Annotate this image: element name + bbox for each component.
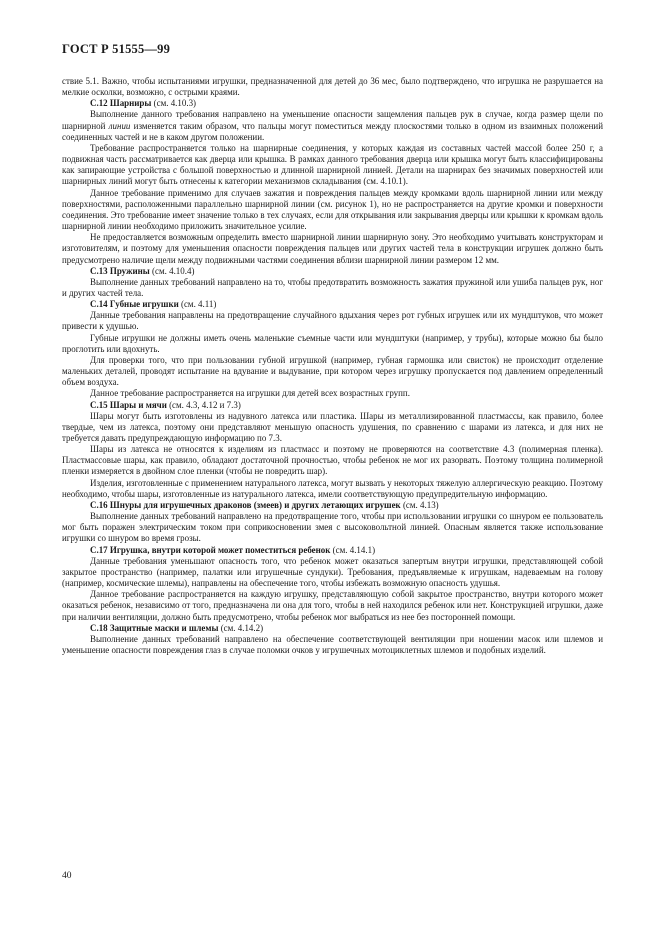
paragraph: Для проверки того, что при пользовании губной игрушкой (например, губная гармошка или свисток) не происходит отделение маленьких деталей, проводят испытание на вдувание и выдувание, при котором через игрушку пропускается под давлением определенный объем воздуха. xyxy=(62,354,603,388)
section-number: С.15 xyxy=(90,399,108,410)
section-ref: (см. 4.14.1) xyxy=(332,544,376,555)
section-number: С.17 xyxy=(90,544,108,555)
body-text xyxy=(62,76,603,656)
section-heading xyxy=(62,623,603,634)
section-number: С.18 xyxy=(90,622,108,633)
section-heading xyxy=(62,266,603,277)
section-ref: (см. 4.3, 4.12 и 7.3) xyxy=(169,399,241,410)
section-title: Защитные маски и шлемы xyxy=(109,622,219,633)
section-heading xyxy=(62,400,603,411)
italic-term: линии xyxy=(108,120,131,131)
section-number: С.14 xyxy=(90,299,108,310)
section-ref: (см. 4.13) xyxy=(402,499,439,510)
section-heading xyxy=(62,500,603,511)
section-heading xyxy=(62,98,603,109)
paragraph-text: Выполнение данного требования направлено на уменьшение опасности защемления пальцев рук в случае, когда размер щели по шарнирной xyxy=(62,109,603,131)
paragraph: Данные требования направлены на предотвращение случайного вдыхания через рот губных игрушек или их мундштуков, что может привести к удушью. xyxy=(62,310,603,332)
page-number: 40 xyxy=(62,871,72,881)
paragraph: Данные требования уменьшают опасность того, что ребенок может оказаться запертым внутри игрушки, представляющей собой закрытое пространство (например, палатки или игрушечные сундуки). Требования, предъявляемые к игрушкам, надеваемым на голову (например, космические шлемы), направлены на обеспечение того, чтобы избежать возможную опасность удушья. xyxy=(62,555,603,589)
paragraph xyxy=(62,109,603,142)
section-ref: (см. 4.11) xyxy=(180,299,217,310)
paragraph: Выполнение данных требований направлено на то, чтобы предотвратить возможность зажатия пружиной или ушиба пальцев рук, ног и других частей тела. xyxy=(62,276,603,298)
section-ref: (см. 4.14.2) xyxy=(220,622,264,633)
section-heading xyxy=(62,299,603,310)
paragraph-text: изменяется таким образом, что пальцы могут поместиться между плоскостями только в одном из взаимных положений соединенных частей и не в каком другом положении. xyxy=(62,120,603,142)
section-title: Шары и мячи xyxy=(109,399,167,410)
section-number: С.13 xyxy=(90,265,108,276)
paragraph: Выполнение данных требований направлено на предотвращение того, чтобы при использовании игрушки со шнуром ее пользователь мог быть поражен электрическим током при соприкосновении змея с высоковольтной линией. Опасным является также использование игрушки со шнуром во время грозы. xyxy=(62,511,603,544)
paragraph: Данное требование применимо для случаев зажатия и повреждения пальцев между кромками вдоль шарнирной линии или между поверхностями, расположенными параллельно шарнирной линии (см. рисунок 1), но не распространяется на другие кромки и поверхности соединения. Это требование имеет значение только в тех случаях, если для открывания или закрывания дверцы или крышки к кромкам вдоль шарнирной линии необходимо приложить значительное усилие. xyxy=(62,187,603,232)
paragraph: Данное требование распространяется на игрушки для детей всех возрастных групп. xyxy=(90,388,410,399)
section-number: С.12 xyxy=(90,98,108,109)
paragraph: Требование распространяется только на шарнирные соединения, у которых каждая из составных частей массой более 250 г, а подвижная часть рассматривается как дверца или крышка. В рамках данного требования дверца или крышка могут быть классифицированы как запирающие устройства с большой поверхностью и длинной шарнирной линией. Детали на шарнирах без значимых поверхностей или шарнирных линий могут быть отнесены к категории механизмов складывания (см. 4.10.1). xyxy=(62,142,603,187)
paragraph: Губные игрушки не должны иметь очень маленькие съемные части или мундштуки (например, у трубы), которые можно бы было проглотить или вдохнуть. xyxy=(62,332,603,354)
section-title: Шнуры для игрушечных драконов (змеев) и других летающих игрушек xyxy=(109,499,401,510)
section-title: Губные игрушки xyxy=(109,299,179,310)
paragraph: ствие 5.1. Важно, чтобы испытаниями игрушки, предназначенной для детей до 36 мес, было подтверждено, что игрушка не разрушается на мелкие осколки, возможно, с острыми краями. xyxy=(62,76,603,98)
paragraph: Не предоставляется возможным определить вместо шарнирной линии шарнирную зону. Это необходимо учитывать конструкторам и изготовителям, и поэтому для уменьшения опасности повреждения пальцев или других частей тела в конструкции игрушек должно быть предусмотрено наличие щели между подвижными частями соединения вблизи шарнирной линии размером 12 мм. xyxy=(62,232,603,265)
section-heading xyxy=(62,545,603,556)
section-ref: (см. 4.10.4) xyxy=(152,265,195,276)
paragraph: Данное требование распространяется на каждую игрушку, представляющую собой закрытое пространство, внутри которого может оказаться ребенок, независимо от того, предназначена ли она для того, чтобы в ней находился ребенок или нет. Конструкцией игрушки, даже при наличии вентиляции, должно быть предусмотрено, чтобы ребенок мог выбраться из нее без посторонней помощи. xyxy=(62,589,603,622)
paragraph: Шары из латекса не относятся к изделиям из пластмасс и поэтому не проверяются на соответствие 4.3 (полимерная пленка). Пластмассовые шары, как правило, обладают достаточной прочностью, чтобы ребенок не мог их разорвать. Поэтому толщина полимерной пленки измеряется в двойном слое пленки (чтобы не повредить шар). xyxy=(62,444,603,477)
paragraph: Изделия, изготовленные с применением натурального латекса, могут вызвать у некоторых тяжелую аллергическую реакцию. Поэтому необходимо, чтобы шары, изготовленные из натурального латекса, имели соответствующую предупредительную информацию. xyxy=(62,477,603,499)
section-ref: (см. 4.10.3) xyxy=(153,98,197,109)
section-title: Игрушка, внутри которой может поместиться ребенок xyxy=(109,544,331,555)
paragraph: Шары могут быть изготовлены из надувного латекса или пластика. Шары из металлизированной пластмассы, как правило, более твердые, чем из латекса, поэтому они представляют меньшую опасность удушения, по сравнению с шарами из латекса, и для них не требуется давать предупреждающую информацию по 7.3. xyxy=(62,410,603,443)
paragraph: Выполнение данных требований направлено на обеспечение соответствующей вентиляции при ношении масок или шлемов и уменьшение опасности повреждения глаз в случае поломки очков у игрушечных мотоциклетных шлемов и подобных изделий. xyxy=(62,633,603,655)
section-title: Пружины xyxy=(109,265,150,276)
section-title: Шарниры xyxy=(109,98,152,109)
section-number: С.16 xyxy=(90,499,108,510)
page-header: ГОСТ Р 51555—99 xyxy=(62,42,171,56)
